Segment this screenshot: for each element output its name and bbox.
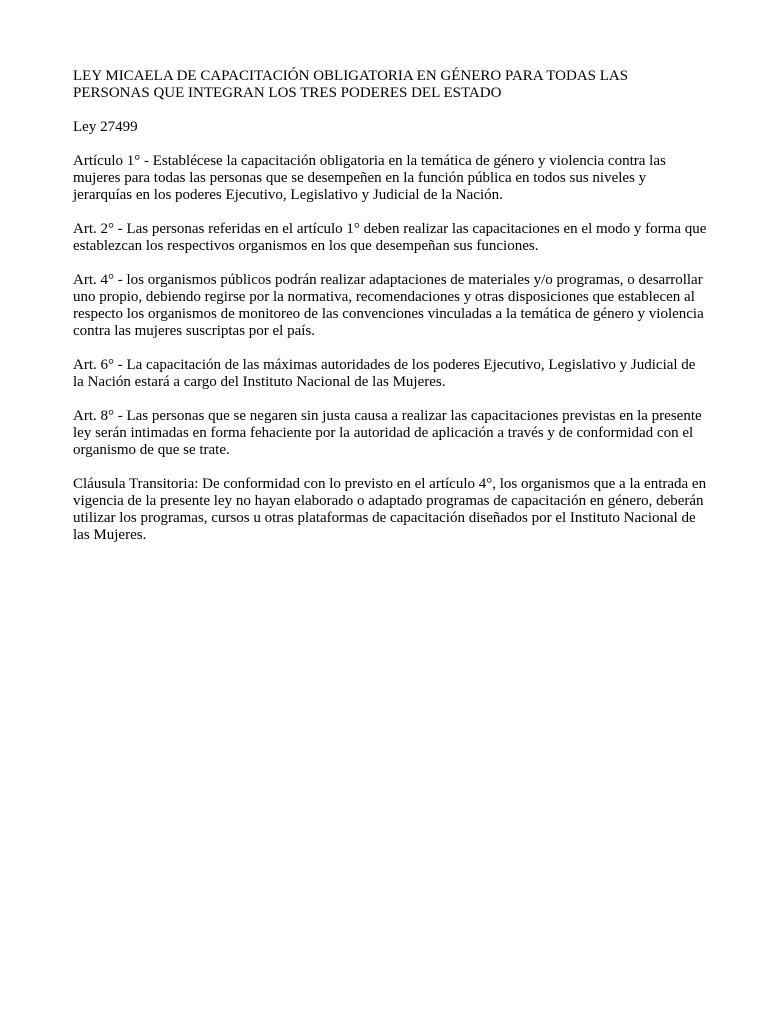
article-8: Art. 8° - Las personas que se negaren sin justa causa a realizar las capacitaciones previstas en la presente ley serán intimadas en forma fehaciente por la autoridad de aplicación a través y de conformidad con el organismo de que se trate.	[73, 408, 702, 458]
article-2: Art. 2° - Las personas referidas en el artículo 1° deben realizar las capacitaciones en el modo y forma que establezcan los respectivos organismos en los que desempeñan sus funciones.	[73, 221, 707, 254]
article-6: Art. 6° - La capacitación de las máximas autoridades de los poderes Ejecutivo, Legislativo y Judicial de la Nación estará a cargo del Instituto Nacional de las Mujeres.	[73, 357, 696, 390]
law-number: Ley 27499	[73, 119, 138, 135]
article-1: Artículo 1° - Establécese la capacitación obligatoria en la temática de género y violencia contra las mujeres para todas las personas que se desempeñen en la función pública en todos sus niveles y jerarquías en los poderes Ejecutivo, Legislativo y Judicial de la Nación.	[73, 153, 666, 203]
document-title: LEY MICAELA DE CAPACITACIÓN OBLIGATORIA EN GÉNERO PARA TODAS LAS PERSONAS QUE INTEGRAN LOS TRES PODERES DEL ESTADO	[73, 68, 629, 101]
transitory-clause: Cláusula Transitoria: De conformidad con lo previsto en el artículo 4°, los organismos que a la entrada en vigencia de la presente ley no hayan elaborado o adaptado programas de capacitación en género, deberán utilizar los programas, cursos u otras plataformas de capacitación diseñados por el Instituto Nacional de las Mujeres.	[73, 476, 707, 543]
article-4: Art. 4° - los organismos públicos podrán realizar adaptaciones de materiales y/o programas, o desarrollar uno propio, debiendo regirse por la normativa, recomendaciones y otras disposiciones que establecen al respecto los organismos de monitoreo de las convenciones vinculadas a la temática de género y violencia contra las mujeres suscriptas por el país.	[73, 272, 704, 339]
